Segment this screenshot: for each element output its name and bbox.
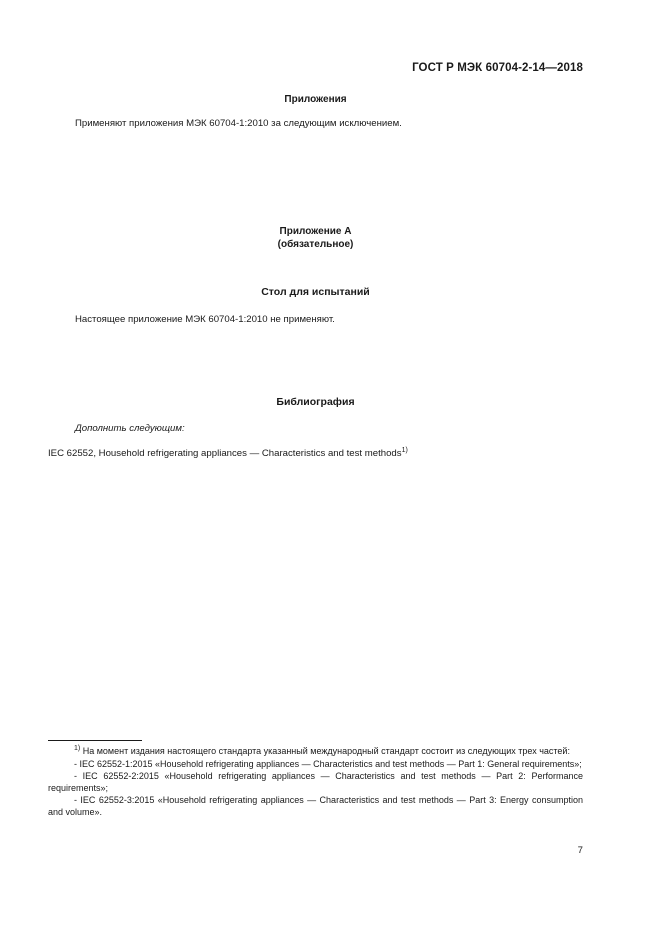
footnote-reference: 1): [401, 447, 408, 454]
footnote-item: - IEC 62552-1:2015 «Household refrigerating appliances — Characteristics and test methods — Part 1: General requirements»;: [74, 758, 582, 769]
appendix-a-text: Настоящее приложение МЭК 60704-1:2010 не применяют.: [75, 314, 335, 325]
footnote-mark: 1): [74, 745, 81, 752]
page-number: 7: [577, 845, 583, 856]
appendices-text: Применяют приложения МЭК 60704-1:2010 за следующим исключением.: [75, 118, 402, 129]
footnote-separator: [48, 740, 142, 741]
bibliography-entry-text: IEC 62552, Household refrigerating appliances — Characteristics and test methods: [48, 448, 402, 459]
appendix-a-status: (обязательное): [277, 239, 354, 250]
appendices-heading: Приложения: [284, 94, 347, 105]
appendix-a-title: Приложение А: [279, 226, 352, 237]
appendix-a-subtitle: Стол для испытаний: [261, 286, 370, 298]
footnote-item: - IEC 62552-2:2015 «Household refrigerating appliances — Characteristics and test methods — Part 2: Performance requirements»;: [48, 771, 583, 793]
standard-number: ГОСТ Р МЭК 60704-2-14—2018: [412, 62, 583, 74]
footnote-item: - IEC 62552-3:2015 «Household refrigerating appliances — Characteristics and test methods — Part 3: Energy consumption and volume».: [48, 795, 583, 817]
footnote-intro-text: На момент издания настоящего стандарта указанный международный стандарт состоит из следующих трех частей:: [80, 746, 570, 756]
bibliography-entry: [48, 447, 408, 460]
footnote-intro: [48, 746, 583, 758]
footnotes: [48, 746, 583, 820]
bibliography-intro: Дополнить следующим:: [75, 423, 185, 434]
bibliography-heading: Библиография: [276, 396, 355, 408]
